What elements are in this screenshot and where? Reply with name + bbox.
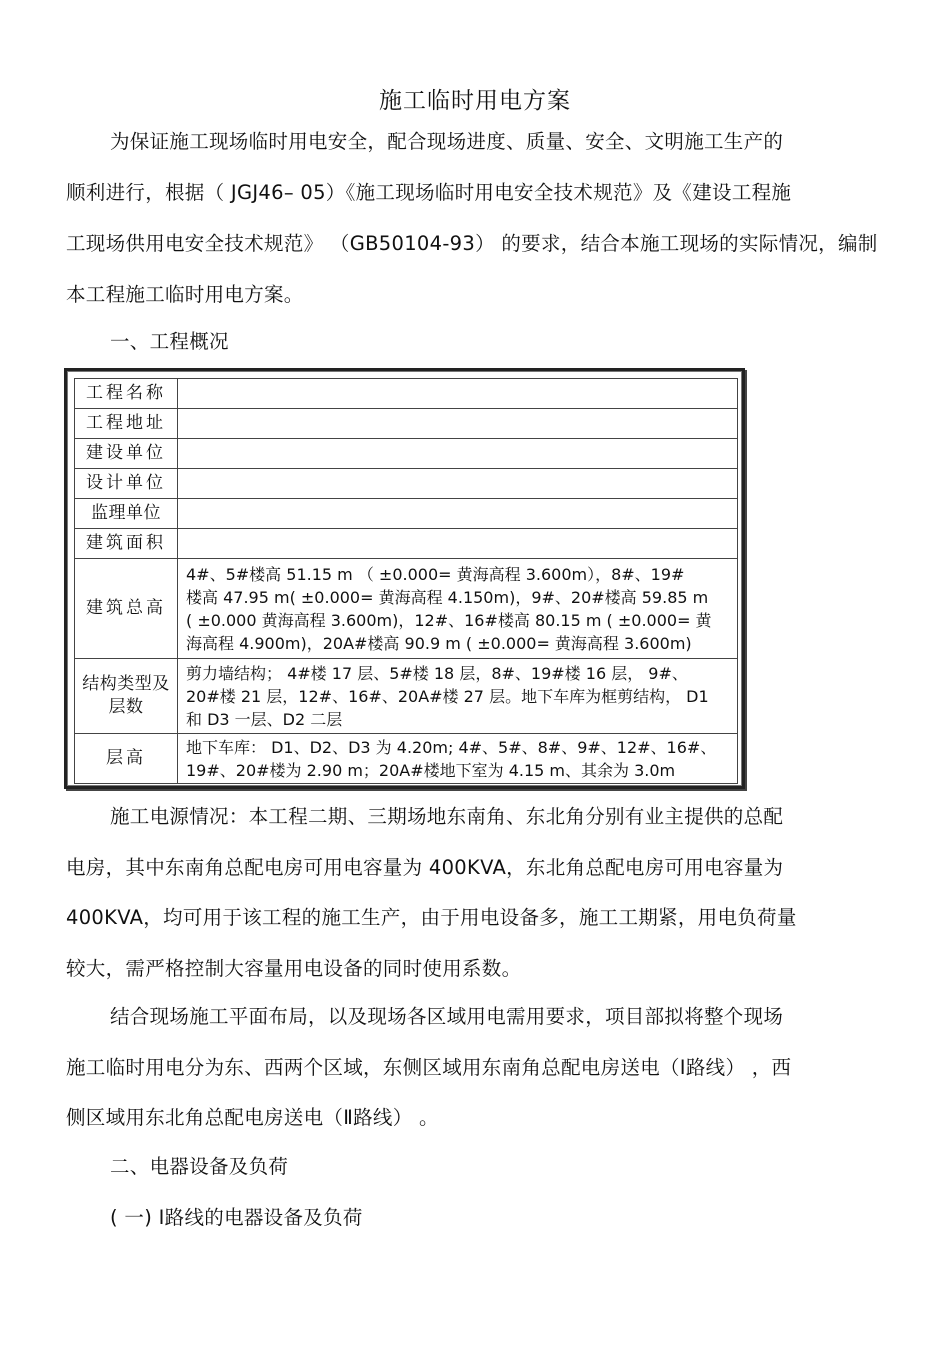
table-value-supervisor bbox=[178, 499, 738, 529]
project-overview-table-frame bbox=[64, 368, 745, 789]
table-value-floor-height: 地下车库： D1、D2、D3 为 4.20m; 4#、5#、8#、9#、12#、16#、 19#、20#楼为 2.90 m；20A#楼地下室为 4.15 m、其余为 3.0m bbox=[178, 734, 738, 784]
power-line-4: 较大，需严格控制大容量用电设备的同时使用系数。 bbox=[66, 957, 522, 980]
section-heading-equipment: 二、电器设备及负荷 bbox=[110, 1155, 289, 1178]
table-value-floor-area bbox=[178, 529, 738, 559]
table-label-supervisor: 监理单位 bbox=[75, 499, 178, 529]
table-row bbox=[75, 409, 738, 439]
table-row bbox=[75, 659, 738, 734]
table-label-floor-area: 建筑面积 bbox=[75, 529, 178, 559]
table-label-structure-type: 结构类型及 层数 bbox=[75, 659, 178, 734]
table-label-floor-height: 层高 bbox=[75, 734, 178, 784]
table-row bbox=[75, 469, 738, 499]
subsection-heading-route-1: ( 一) Ⅰ路线的电器设备及负荷 bbox=[110, 1206, 363, 1229]
table-value-project-name bbox=[178, 379, 738, 409]
intro-line-3: 工现场供用电安全技术规范》 （GB50104-93） 的要求，结合本施工现场的实际情况，编制 bbox=[66, 232, 878, 255]
intro-line-1: 为保证施工现场临时用电安全，配合现场进度、质量、安全、文明施工生产的 bbox=[110, 130, 784, 153]
section-heading-overview: 一、工程概况 bbox=[110, 330, 229, 353]
table-row bbox=[75, 499, 738, 529]
layout-line-1: 结合现场施工平面布局，以及现场各区域用电需用要求，项目部拟将整个现场 bbox=[110, 1005, 784, 1028]
power-line-1: 施工电源情况：本工程二期、三期场地东南角、东北角分别有业主提供的总配 bbox=[110, 805, 784, 828]
table-value-structure-type: 剪力墙结构； 4#楼 17 层、5#楼 18 层，8#、19#楼 16 层， 9#、 20#楼 21 层，12#、16#、20A#楼 27 层。地下车库为框剪结构， D1 和 D3 一层、D2 二层 bbox=[178, 659, 738, 734]
layout-line-2: 施工临时用电分为东、西两个区域，东侧区域用东南角总配电房送电（Ⅰ路线） ，西 bbox=[66, 1056, 792, 1079]
table-value-building-height: 4#、5#楼高 51.15 m （ ±0.000= 黄海高程 3.600m），8#、19# 楼高 47.95 m( ±0.000= 黄海高程 4.150m)，9#、20#楼高 59.85 m ( ±0.000 黄海高程 3.600m)，12#、16#楼高 80.15 m ( ±0.000= 黄 海高程 4.900m)，20A#楼高 90.9 m ( ±0.000= 黄海高程 3.600m) bbox=[178, 559, 738, 659]
table-row bbox=[75, 559, 738, 659]
table-value-designer bbox=[178, 469, 738, 499]
table-label-building-height: 建筑总高 bbox=[75, 559, 178, 659]
table-value-project-address bbox=[178, 409, 738, 439]
table-label-project-name: 工程名称 bbox=[75, 379, 178, 409]
table-row bbox=[75, 379, 738, 409]
intro-line-2: 顺利进行，根据（ JGJ46– 05）《施工现场临时用电安全技术规范》及《建设工程施 bbox=[66, 181, 792, 204]
table-value-client bbox=[178, 439, 738, 469]
table-label-client: 建设单位 bbox=[75, 439, 178, 469]
table-row bbox=[75, 734, 738, 784]
intro-line-4: 本工程施工临时用电方案。 bbox=[66, 283, 304, 306]
power-line-2: 电房，其中东南角总配电房可用电容量为 400KVA，东北角总配电房可用电容量为 bbox=[66, 856, 784, 879]
layout-line-3: 侧区域用东北角总配电房送电（Ⅱ路线） 。 bbox=[66, 1106, 439, 1129]
table-label-designer: 设计单位 bbox=[75, 469, 178, 499]
document-title: 施工临时用电方案 bbox=[379, 88, 571, 114]
table-label-project-address: 工程地址 bbox=[75, 409, 178, 439]
table-row bbox=[75, 439, 738, 469]
table-row bbox=[75, 529, 738, 559]
project-overview-table bbox=[74, 378, 738, 784]
power-line-3: 400KVA，均可用于该工程的施工生产，由于用电设备多，施工工期紧，用电负荷量 bbox=[66, 906, 797, 929]
